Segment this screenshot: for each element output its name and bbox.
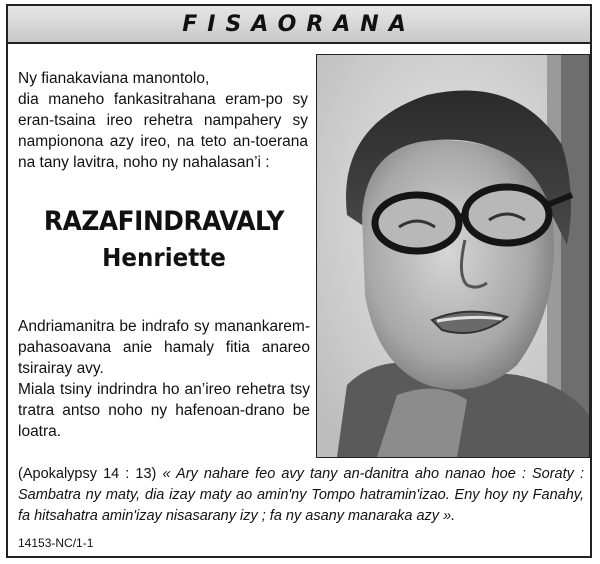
obituary-notice [6, 4, 592, 558]
deceased-given-name: Henriette [102, 243, 226, 272]
bible-verse [18, 464, 584, 527]
banner [8, 6, 590, 44]
portrait-photo [316, 54, 590, 458]
deceased-name [14, 206, 314, 272]
verse-quote: « Ary nahare feo avy tany an-danitra aho nanao hoe : Soraty : Sambatra ny maty, dia izay maty ao amin'ny Tompo hatramin'izao. Eny hoy ny Fanahy, fa hitsahatra amin'izay nisasarany izy ; fa ny asany manaraka azy ». [18, 466, 584, 524]
intro-text [18, 68, 308, 173]
intro-line-1: Ny fianakaviana manontolo, [18, 70, 210, 87]
intro-line-2: dia maneho fankasitrahana eram-po sy eran-tsaina ireo rehetra nampahery sy nampionona azy ireo, na teto an-toerana na tany lavitra, noho ny nahalasan’i : [18, 91, 308, 171]
thanks-text [18, 316, 310, 442]
thanks-paragraph-2: Miala tsiny indrindra ho an’ireo rehetra tsy tratra antso noho ny hafenoan-drano be loatra. [18, 381, 310, 440]
verse-reference: (Apokalypsy 14 : 13) [18, 466, 163, 482]
banner-title: FISAORANA [182, 11, 416, 37]
thanks-paragraph-1: Andriamanitra be indrafo sy manankarem-pahasoavana anie hamaly fitia anareo tsirairay avy. [18, 318, 310, 377]
ad-code: 14153-NC/1-1 [18, 536, 94, 550]
portrait-image [317, 55, 589, 457]
deceased-surname: RAZAFINDRAVALY [43, 206, 285, 237]
